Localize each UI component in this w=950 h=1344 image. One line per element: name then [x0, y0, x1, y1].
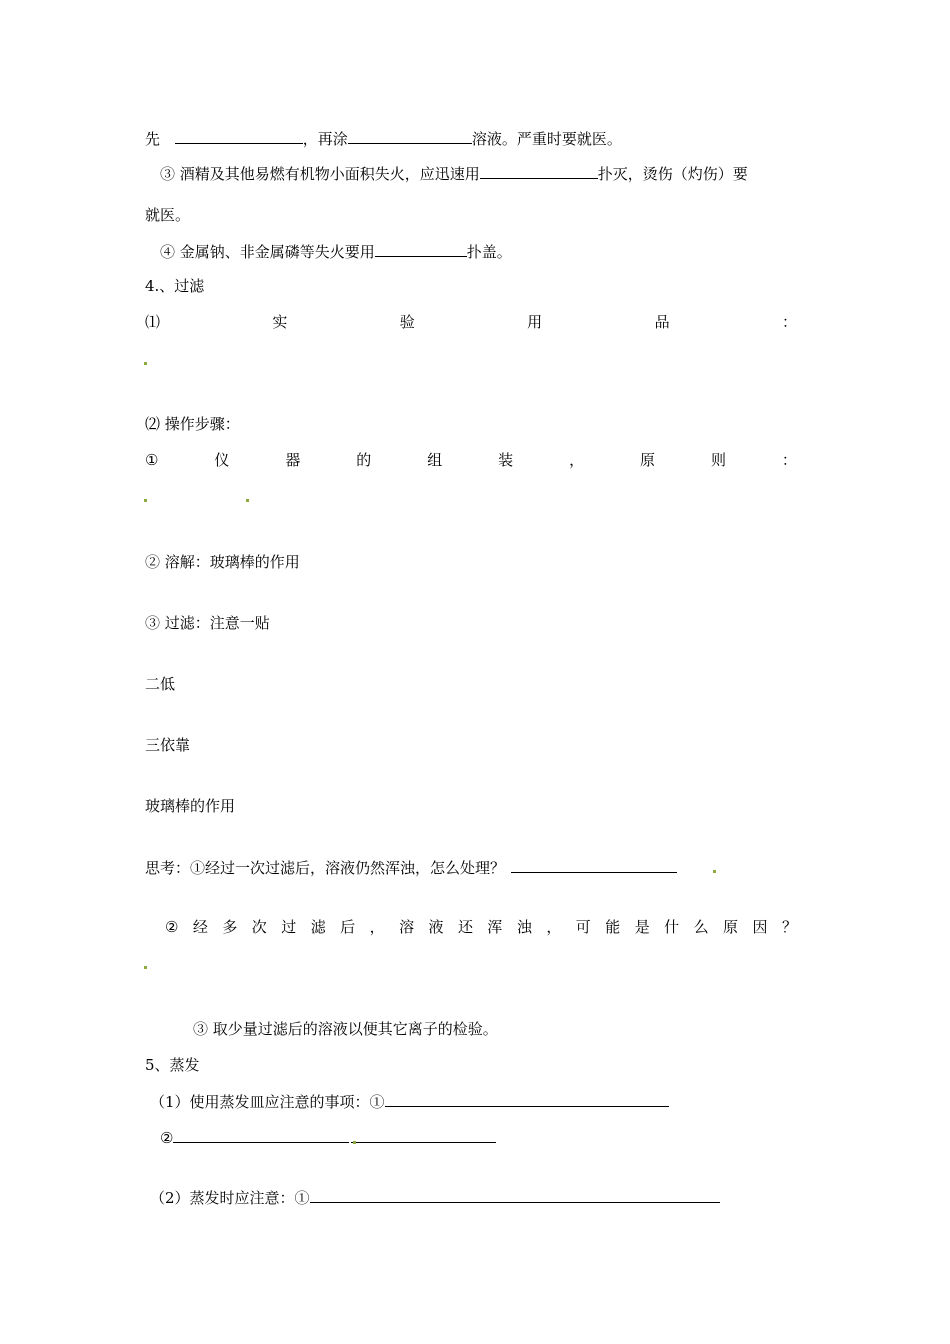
text-filter: ③ 过滤：注意一贴 [145, 614, 270, 632]
line-2 [160, 163, 748, 184]
blank-4[interactable] [375, 241, 467, 257]
line-4-1 [145, 312, 797, 332]
marker-dot [144, 362, 147, 365]
char: 装 [498, 451, 514, 469]
char: 仪 [214, 451, 230, 469]
text-erdi: 二低 [145, 675, 176, 693]
text-circle-2: ② [160, 1129, 174, 1147]
char: 是 [634, 918, 650, 936]
char: 能 [605, 918, 621, 936]
marker-dot [144, 966, 147, 969]
text-sanyikao: 三依靠 [145, 736, 191, 754]
char: 原 [723, 918, 739, 936]
char: ① [145, 451, 159, 469]
text-think-1: 思考：①经过一次过滤后，溶液仍然浑浊，怎么处理？ [145, 859, 506, 877]
char: 因 [752, 918, 768, 936]
char: 验 [399, 313, 415, 331]
char: 经 [192, 918, 208, 936]
text-dissolve: ② 溶解：玻璃棒的作用 [145, 553, 300, 571]
line-erdi [145, 674, 175, 694]
line-5-1 [150, 1091, 669, 1112]
char: 可 [575, 918, 591, 936]
char: 浑 [487, 918, 503, 936]
char: 溶 [399, 918, 415, 936]
text-evap-notice: （2）蒸发时应注意：① [150, 1189, 310, 1207]
text-boli: 玻璃棒的作用 [145, 797, 236, 815]
line-4-2-2 [145, 552, 300, 572]
blank-3[interactable] [480, 163, 598, 179]
char: 品 [654, 313, 670, 331]
char: 的 [356, 451, 372, 469]
char: 什 [664, 918, 680, 936]
line-3 [145, 205, 190, 225]
marker-dot [353, 1141, 356, 1144]
line-4-2-1 [145, 450, 797, 470]
marker-dot [713, 870, 716, 873]
blank-2[interactable] [348, 128, 472, 144]
blank-5[interactable] [511, 857, 677, 873]
marker-dot [144, 499, 147, 502]
text-fire-alcohol: ③ 酒精及其他易燃有机物小面积失火，应迅速用 [160, 165, 480, 183]
line-1 [145, 128, 622, 149]
section-4-label: 4.、过滤 [145, 277, 205, 295]
char: 么 [693, 918, 709, 936]
char: 液 [428, 918, 444, 936]
text-pumie: 扑灭，烫伤（灼伤）要 [597, 165, 748, 183]
blank-1[interactable] [175, 128, 303, 144]
char: ， [546, 918, 562, 936]
line-5-2 [150, 1187, 720, 1208]
text-sodium-fire: ④ 金属钠、非金属磷等失火要用 [160, 243, 375, 261]
char: 用 [527, 313, 543, 331]
line-think-2 [165, 917, 797, 937]
blank-6[interactable] [385, 1091, 669, 1107]
char: 次 [251, 918, 267, 936]
blank-8[interactable] [351, 1127, 496, 1143]
char: ② [165, 918, 179, 936]
char: 后 [340, 918, 356, 936]
text-xian: 先 [145, 130, 161, 148]
blank-7[interactable] [173, 1127, 349, 1143]
char: 浊 [516, 918, 532, 936]
line-4-2 [145, 414, 240, 434]
char: 滤 [310, 918, 326, 936]
char: 实 [272, 313, 288, 331]
char: ， [569, 451, 585, 469]
char: 器 [285, 451, 301, 469]
char: 还 [457, 918, 473, 936]
text-rongye: 溶液。严重时要就医。 [471, 130, 622, 148]
char: ⑴ [145, 313, 161, 331]
char: 原 [640, 451, 656, 469]
char: ： [781, 313, 797, 331]
text-pugai: 扑盖。 [466, 243, 512, 261]
char: 多 [222, 918, 238, 936]
line-5-1b [160, 1127, 496, 1148]
char: ？ [781, 918, 797, 936]
line-sanyikao [145, 735, 190, 755]
marker-dot [246, 499, 249, 502]
char: 组 [427, 451, 443, 469]
text-steps: ⑵ 操作步骤： [145, 415, 240, 433]
char: 则 [710, 451, 726, 469]
char: ， [369, 918, 385, 936]
text-evap-dish: （1）使用蒸发皿应注意的事项：① [150, 1093, 385, 1111]
section-5-title [145, 1055, 200, 1075]
text-zaitu: ，再涂 [302, 130, 348, 148]
section-4-title [145, 276, 204, 296]
line-4-2-3 [145, 613, 270, 633]
line-boli [145, 796, 235, 816]
line-4 [160, 241, 512, 262]
char: ： [781, 451, 797, 469]
text-think-3: ③ 取少量过滤后的溶液以便其它离子的检验。 [193, 1020, 498, 1038]
line-think-3 [193, 1019, 498, 1039]
char: 过 [281, 918, 297, 936]
line-think-1 [145, 857, 677, 878]
text-jiuyi: 就医。 [145, 206, 191, 224]
section-5-label: 5、蒸发 [145, 1056, 200, 1074]
blank-9[interactable] [310, 1187, 720, 1203]
